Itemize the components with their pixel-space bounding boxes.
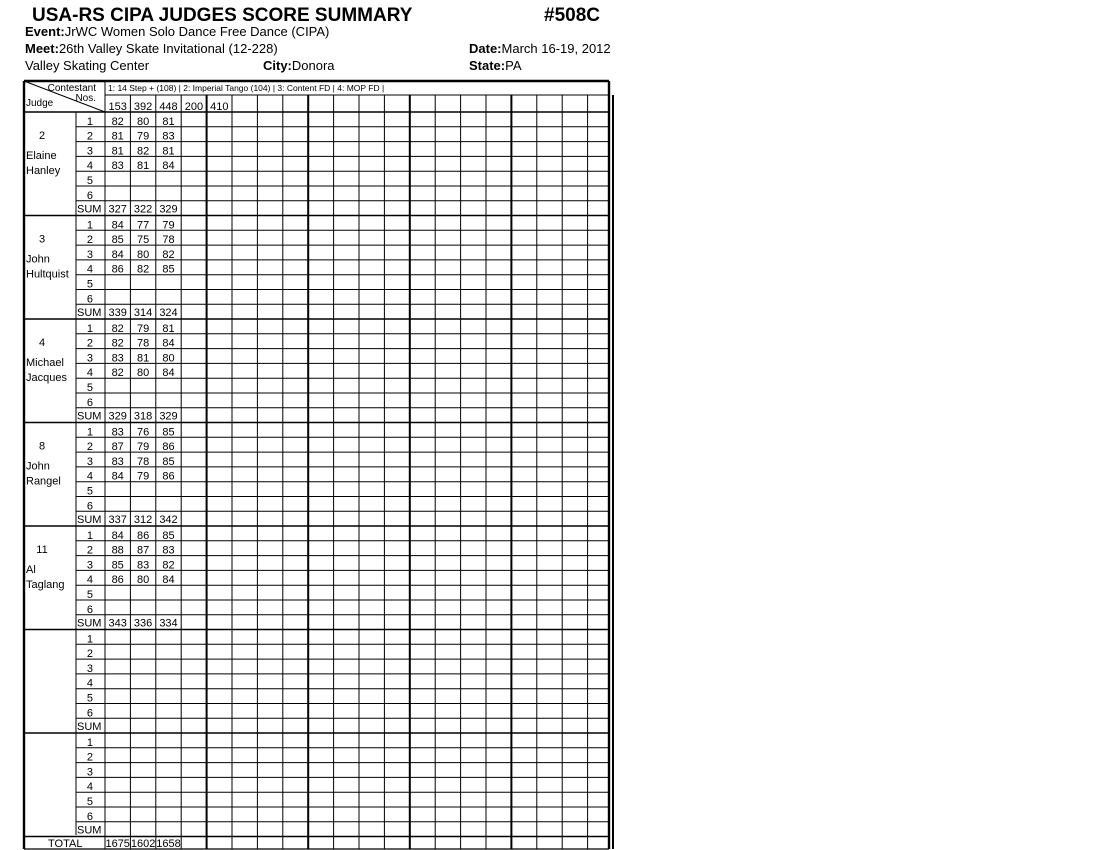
score-cell: 76 (136, 426, 150, 439)
judge-number: 3 (38, 233, 46, 246)
sum-label: SUM (77, 824, 102, 837)
score-cell: 84 (162, 160, 175, 173)
row-number: 6 (86, 293, 93, 306)
row-number: 4 (86, 574, 93, 587)
row-number: 2 (86, 441, 93, 454)
score-cell: 79 (136, 130, 150, 143)
row-number: 3 (86, 248, 93, 261)
judge-last-name: Jacques (26, 372, 67, 384)
contestant-number: 448 (159, 101, 178, 113)
score-cell: 84 (162, 367, 175, 380)
row-number: 2 (86, 544, 93, 557)
date-label: Date: (469, 41, 502, 56)
row-number: 3 (86, 352, 93, 365)
score-cell: 79 (136, 322, 150, 335)
score-cell: 86 (136, 529, 150, 542)
score-cell: 86 (162, 441, 175, 454)
score-cell: 85 (111, 234, 124, 247)
row-number: 5 (86, 692, 93, 705)
meet-value: 26th Valley Skate Invitational (12-228) (58, 41, 278, 56)
total-cell: 1675 (105, 838, 130, 850)
score-cell: 86 (162, 470, 175, 483)
page-title: USA-RS CIPA JUDGES SCORE SUMMARY (32, 5, 413, 26)
score-cell: 83 (111, 160, 124, 173)
score-cell: 88 (111, 544, 124, 557)
total-label: TOTAL (48, 838, 83, 850)
row-number: 1 (86, 736, 93, 749)
row-number: 5 (86, 278, 93, 291)
sum-label: SUM (77, 617, 102, 630)
sum-cell: 314 (133, 307, 153, 320)
judge-first-name: Al (26, 564, 36, 576)
event-label: Event: (25, 24, 65, 39)
score-cell: 84 (111, 219, 124, 232)
judge-number: 11 (36, 544, 48, 556)
sum-cell: 329 (159, 203, 178, 216)
contestant-number: 200 (184, 101, 204, 113)
row-number: 4 (86, 677, 93, 690)
row-number: 6 (86, 500, 93, 513)
judge-last-name: Hanley (26, 165, 61, 177)
row-number: 5 (86, 175, 93, 187)
judge-first-name: Michael (26, 357, 64, 369)
score-cell: 82 (111, 367, 124, 380)
score-cell: 82 (111, 115, 124, 128)
score-cell: 80 (136, 248, 150, 261)
score-cell: 82 (111, 337, 124, 350)
sum-cell: 322 (133, 203, 153, 216)
score-cell: 82 (162, 248, 175, 261)
row-number: 1 (86, 115, 93, 128)
dances-legend: 1: 14 Step + (108) | 2: Imperial Tango (104) | 3: Content FD | 4: MOP FD | (108, 83, 385, 93)
score-cell: 85 (111, 559, 124, 572)
score-cell: 81 (162, 145, 175, 158)
sum-label: SUM (77, 307, 102, 320)
score-cell: 81 (162, 115, 175, 128)
score-cell: 79 (136, 441, 150, 454)
row-number: 4 (86, 470, 93, 483)
score-cell: 83 (111, 426, 124, 439)
score-cell: 80 (162, 352, 175, 365)
score-cell: 81 (111, 130, 124, 143)
score-cell: 85 (162, 529, 175, 542)
sum-cell: 327 (108, 203, 127, 216)
row-number: 1 (86, 529, 93, 542)
score-cell: 79 (162, 219, 175, 232)
sum-label: SUM (77, 514, 102, 527)
city-value: Donora (291, 58, 335, 73)
score-cell: 83 (111, 352, 124, 365)
sum-cell: 342 (159, 514, 178, 527)
row-number: 3 (86, 662, 93, 675)
city-label: City: (263, 58, 292, 73)
row-number: 6 (86, 189, 93, 202)
score-cell: 83 (136, 559, 150, 572)
score-cell: 80 (136, 574, 150, 587)
row-number: 6 (86, 707, 93, 720)
score-cell: 78 (162, 234, 175, 247)
row-number: 4 (86, 160, 93, 173)
score-cell: 81 (162, 322, 175, 335)
score-cell: 87 (111, 441, 124, 454)
sum-label: SUM (77, 721, 102, 734)
total-cell: 1602 (130, 838, 156, 850)
score-cell: 80 (136, 115, 150, 128)
score-cell: 86 (111, 574, 124, 587)
score-cell: 84 (111, 248, 124, 261)
row-number: 4 (86, 367, 93, 380)
row-number: 3 (86, 455, 93, 468)
sum-cell: 336 (133, 617, 153, 630)
sum-cell: 343 (108, 617, 127, 630)
score-cell: 85 (162, 263, 175, 276)
row-number: 3 (86, 559, 93, 572)
score-cell: 78 (136, 455, 150, 468)
contestant-number: 153 (108, 101, 127, 113)
event-value: JrWC Women Solo Dance Free Dance (CIPA) (64, 24, 330, 39)
state-label: State: (469, 58, 506, 73)
judge-number: 4 (38, 337, 46, 349)
judge-last-name: Hultquist (26, 268, 69, 281)
score-cell: 86 (111, 263, 124, 276)
score-cell: 78 (136, 337, 150, 350)
score-cell: 82 (111, 322, 124, 335)
score-cell: 84 (162, 337, 175, 350)
score-cell: 83 (111, 455, 124, 468)
venue-value: Valley Skating Center (25, 58, 150, 73)
sum-cell: 329 (159, 410, 178, 423)
row-number: 1 (86, 633, 93, 646)
sum-cell: 318 (133, 410, 153, 423)
score-cell: 85 (162, 426, 175, 439)
score-cell: 75 (136, 234, 150, 247)
row-number: 1 (86, 322, 93, 335)
score-cell: 77 (136, 219, 150, 232)
score-cell: 81 (136, 160, 150, 173)
form-number: #508C (544, 5, 600, 26)
score-cell: 87 (136, 544, 150, 557)
score-cell: 83 (162, 544, 175, 557)
sum-cell: 339 (108, 307, 127, 320)
total-cell: 1658 (156, 838, 181, 850)
judge-last-name: Rangel (26, 475, 61, 488)
row-number: 5 (86, 589, 93, 601)
score-cell: 83 (162, 130, 175, 143)
row-number: 1 (86, 426, 93, 439)
row-number: 2 (86, 751, 93, 764)
judge-first-name: Elaine (26, 150, 57, 162)
score-cell: 82 (136, 263, 150, 276)
date-value: March 16-19, 2012 (501, 41, 611, 56)
row-number: 2 (86, 648, 93, 661)
score-cell: 82 (136, 145, 150, 158)
sum-cell: 329 (108, 410, 127, 423)
sum-label: SUM (77, 410, 102, 423)
sum-cell: 334 (159, 617, 178, 630)
row-number: 6 (86, 396, 93, 409)
score-cell: 84 (111, 470, 124, 483)
score-cell: 81 (111, 145, 124, 158)
sum-cell: 324 (159, 307, 178, 320)
row-number: 5 (86, 796, 93, 808)
judge-label: Judge (26, 98, 54, 109)
judge-number: 8 (38, 440, 46, 453)
row-number: 6 (86, 603, 93, 616)
contestant-number: 392 (133, 101, 153, 113)
judge-first-name: John (26, 460, 50, 473)
row-number: 2 (86, 337, 93, 350)
sum-label: SUM (77, 203, 102, 216)
score-cell: 81 (136, 352, 150, 365)
score-cell: 82 (162, 559, 175, 572)
row-number: 4 (86, 263, 93, 276)
row-number: 1 (86, 219, 93, 232)
score-cell: 84 (111, 529, 124, 542)
sum-cell: 312 (133, 514, 153, 527)
row-number: 3 (86, 766, 93, 779)
judge-number: 2 (38, 130, 46, 142)
state-value: PA (505, 58, 522, 73)
row-number: 6 (86, 810, 93, 823)
sum-cell: 337 (108, 514, 127, 527)
row-number: 5 (86, 382, 93, 394)
row-number: 4 (86, 781, 93, 794)
score-cell: 79 (136, 470, 150, 483)
judge-last-name: Taglang (26, 579, 65, 591)
contestant-number: 410 (210, 101, 229, 113)
row-number: 2 (86, 234, 93, 247)
score-cell: 85 (162, 455, 175, 468)
nos-label: Nos. (75, 93, 96, 104)
row-number: 5 (86, 485, 93, 498)
row-number: 2 (86, 130, 93, 143)
score-cell: 84 (162, 574, 175, 587)
meet-label: Meet: (25, 41, 59, 56)
contestant-label: Contestant (47, 83, 96, 94)
row-number: 3 (86, 145, 93, 158)
score-cell: 80 (136, 367, 150, 380)
judge-first-name: John (26, 253, 50, 266)
